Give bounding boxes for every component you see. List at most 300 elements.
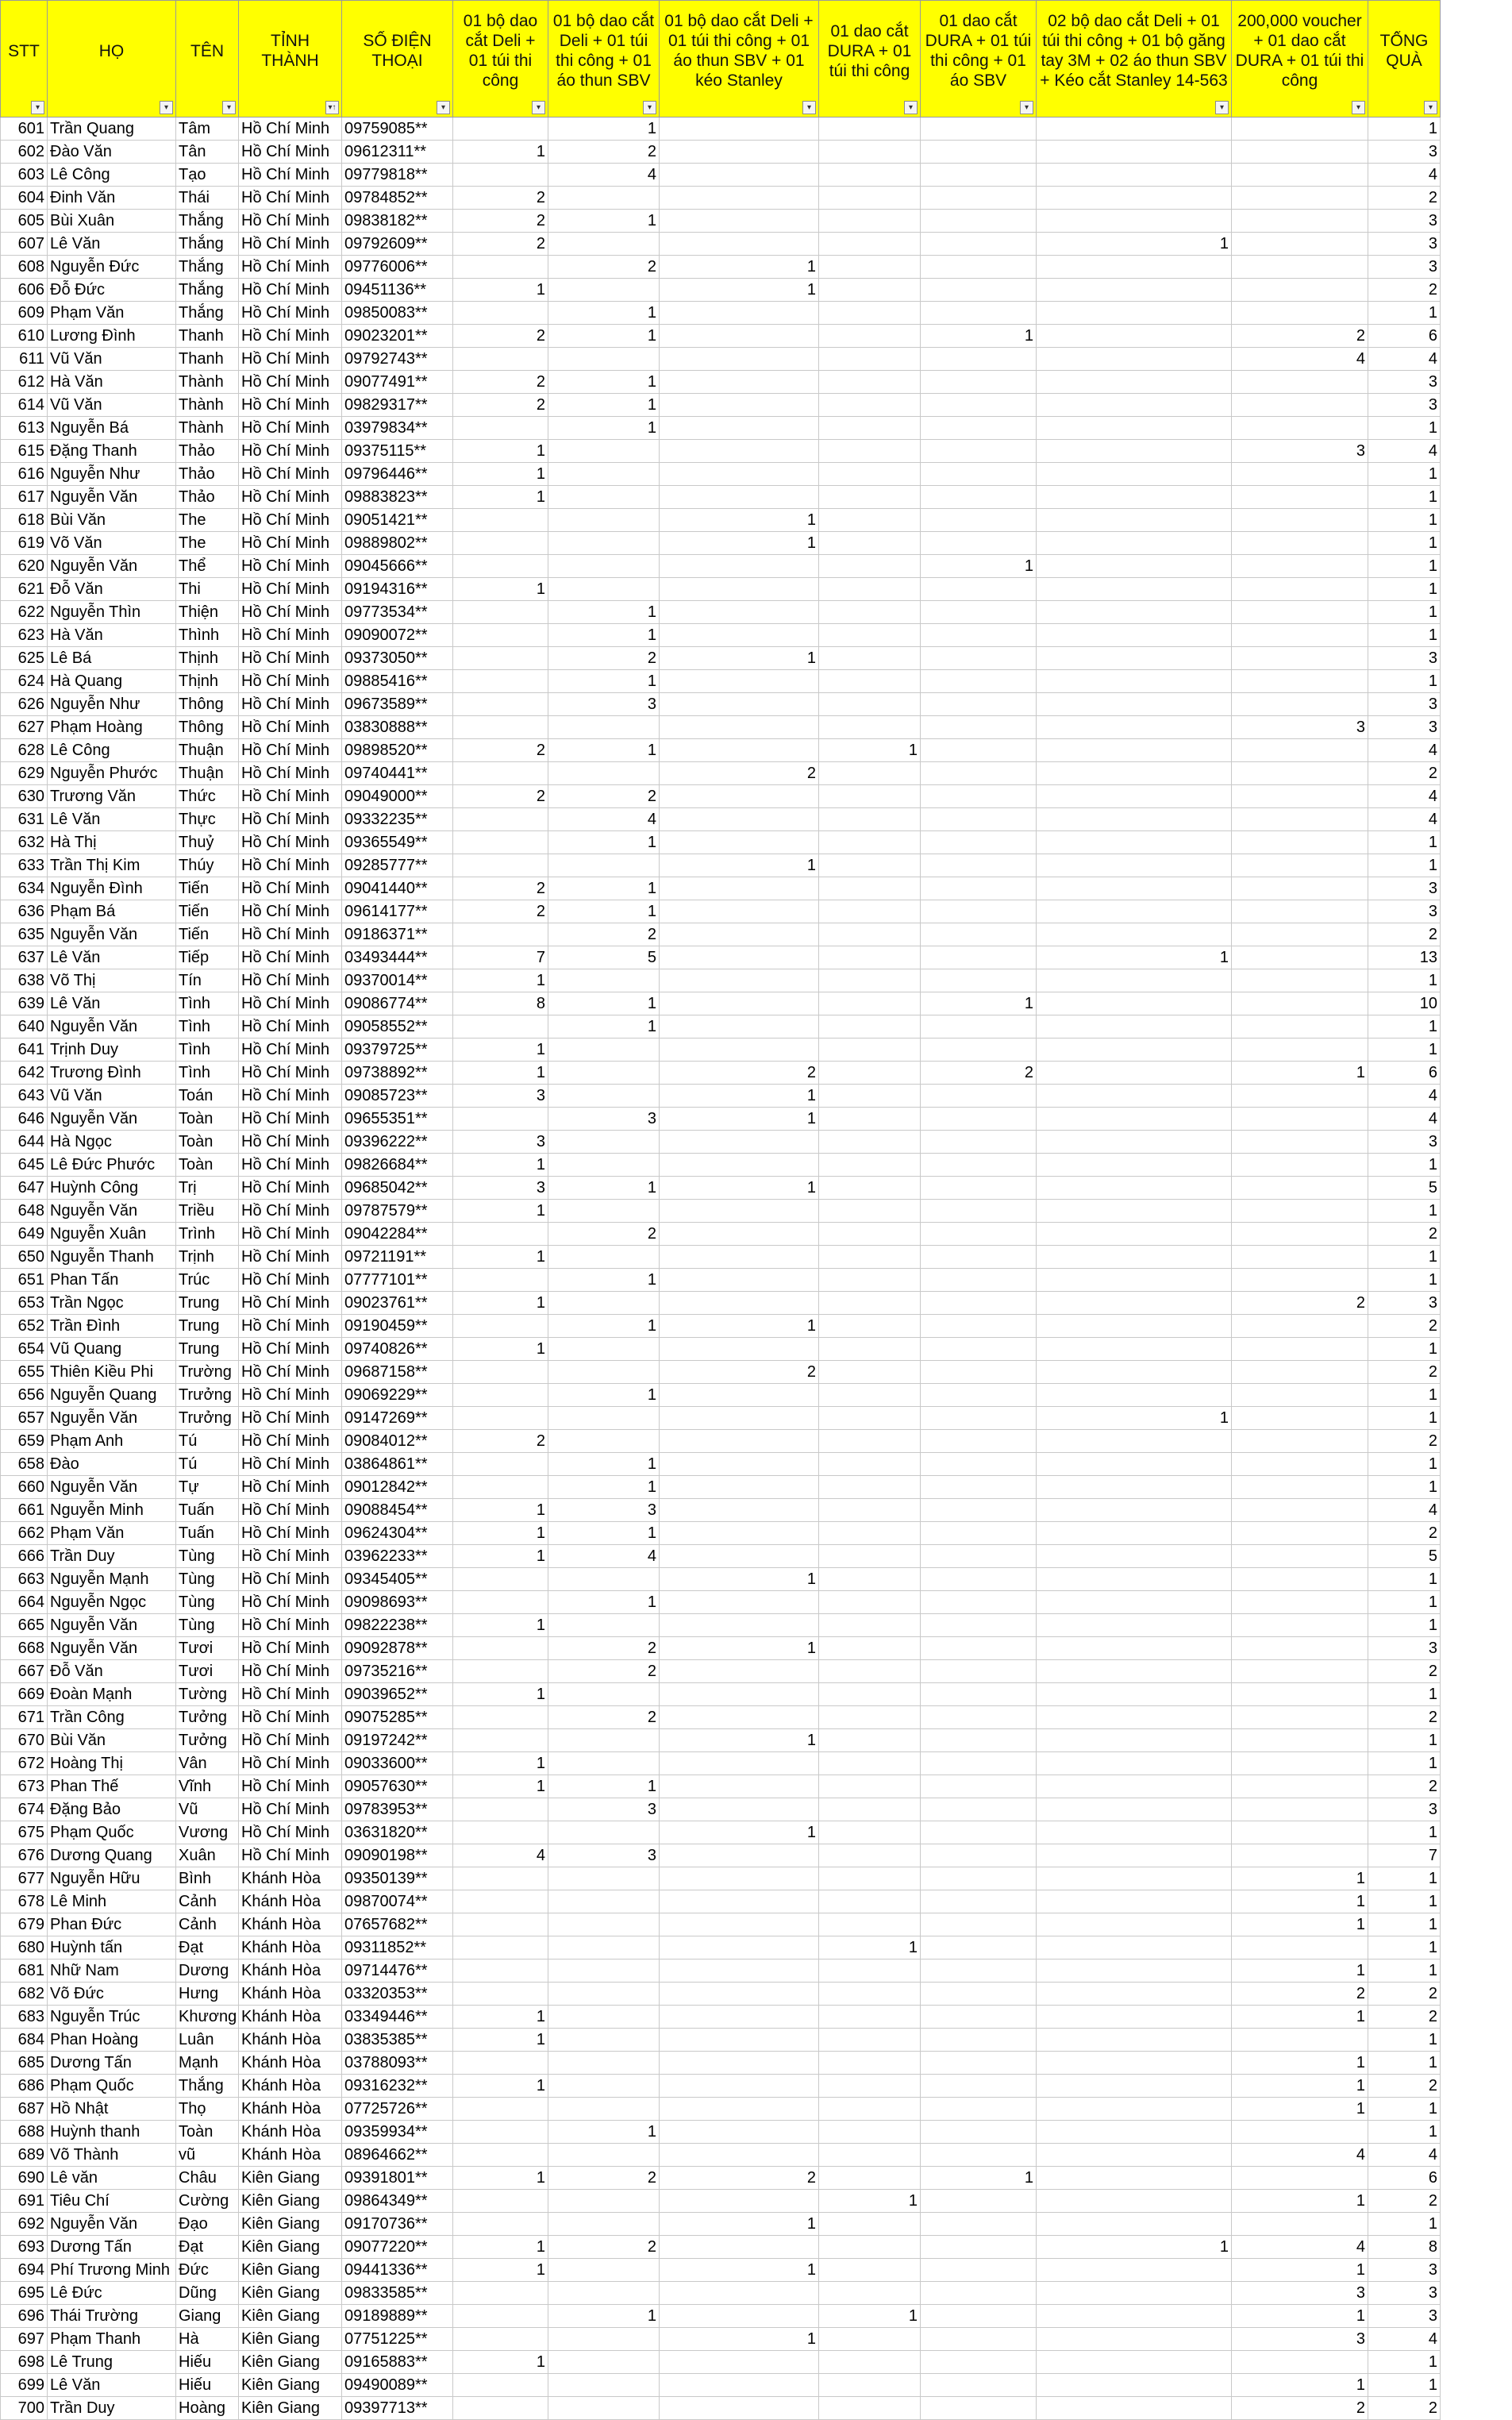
cell-so-dien-thoai[interactable]: 09792609** <box>342 233 453 256</box>
cell-ten[interactable]: Tâm <box>176 118 239 141</box>
cell-ho[interactable]: Huỳnh thanh <box>48 2121 176 2144</box>
cell-gift-2[interactable]: 4 <box>548 164 660 187</box>
cell-gift-3[interactable]: 1 <box>660 279 819 302</box>
cell-gift-1[interactable]: 1 <box>453 141 548 164</box>
cell-tong-qua[interactable]: 3 <box>1368 256 1441 279</box>
filter-dropdown-icon[interactable]: ▾ <box>222 101 236 114</box>
cell-stt[interactable]: 679 <box>1 1913 48 1936</box>
cell-gift-4[interactable] <box>819 1407 921 1430</box>
cell-stt[interactable]: 699 <box>1 2374 48 2397</box>
cell-gift-6[interactable] <box>1037 923 1232 946</box>
cell-gift-3[interactable]: 1 <box>660 532 819 555</box>
cell-gift-4[interactable] <box>819 1292 921 1315</box>
cell-gift-1[interactable] <box>453 670 548 693</box>
cell-tinh-thanh[interactable]: Hồ Chí Minh <box>239 1798 342 1821</box>
cell-gift-7[interactable] <box>1232 831 1368 854</box>
cell-gift-5[interactable] <box>921 118 1037 141</box>
cell-gift-3[interactable] <box>660 1960 819 1983</box>
cell-gift-2[interactable] <box>548 1960 660 1983</box>
cell-gift-4[interactable] <box>819 578 921 601</box>
cell-tinh-thanh[interactable]: Khánh Hòa <box>239 1913 342 1936</box>
filter-dropdown-icon[interactable]: ▾ <box>532 101 545 114</box>
cell-stt[interactable]: 664 <box>1 1591 48 1614</box>
cell-stt[interactable]: 617 <box>1 486 48 509</box>
cell-ho[interactable]: Trần Đình <box>48 1315 176 1338</box>
cell-gift-1[interactable]: 1 <box>453 1499 548 1522</box>
cell-gift-5[interactable] <box>921 1384 1037 1407</box>
cell-stt[interactable]: 623 <box>1 624 48 647</box>
cell-gift-3[interactable] <box>660 808 819 831</box>
cell-tinh-thanh[interactable]: Hồ Chí Minh <box>239 509 342 532</box>
cell-gift-1[interactable]: 1 <box>453 969 548 992</box>
cell-gift-7[interactable]: 2 <box>1232 2397 1368 2420</box>
cell-ten[interactable]: vũ <box>176 2144 239 2167</box>
cell-gift-7[interactable] <box>1232 1246 1368 1269</box>
cell-gift-7[interactable] <box>1232 1729 1368 1752</box>
cell-ho[interactable]: Nguyễn Hữu <box>48 1867 176 1890</box>
cell-stt[interactable]: 689 <box>1 2144 48 2167</box>
cell-gift-1[interactable]: 1 <box>453 1775 548 1798</box>
cell-gift-4[interactable] <box>819 2374 921 2397</box>
cell-gift-5[interactable] <box>921 2282 1037 2305</box>
cell-gift-1[interactable]: 1 <box>453 486 548 509</box>
cell-gift-7[interactable]: 3 <box>1232 2328 1368 2351</box>
cell-so-dien-thoai[interactable]: 09397713** <box>342 2397 453 2420</box>
cell-gift-1[interactable] <box>453 1015 548 1039</box>
cell-so-dien-thoai[interactable]: 09365549** <box>342 831 453 854</box>
cell-gift-3[interactable] <box>660 578 819 601</box>
cell-gift-5[interactable] <box>921 624 1037 647</box>
cell-gift-3[interactable] <box>660 417 819 440</box>
cell-gift-4[interactable] <box>819 2006 921 2029</box>
cell-tinh-thanh[interactable]: Hồ Chí Minh <box>239 854 342 877</box>
cell-gift-4[interactable] <box>819 1522 921 1545</box>
cell-tinh-thanh[interactable]: Hồ Chí Minh <box>239 831 342 854</box>
cell-stt[interactable]: 656 <box>1 1384 48 1407</box>
cell-stt[interactable]: 697 <box>1 2328 48 2351</box>
cell-gift-3[interactable]: 1 <box>660 1637 819 1660</box>
cell-gift-6[interactable] <box>1037 2397 1232 2420</box>
cell-gift-4[interactable] <box>819 1476 921 1499</box>
cell-gift-3[interactable] <box>660 831 819 854</box>
cell-gift-6[interactable] <box>1037 2006 1232 2029</box>
cell-so-dien-thoai[interactable]: 09822238** <box>342 1614 453 1637</box>
cell-stt[interactable]: 624 <box>1 670 48 693</box>
cell-gift-7[interactable]: 1 <box>1232 1890 1368 1913</box>
cell-tinh-thanh[interactable]: Khánh Hòa <box>239 2029 342 2052</box>
cell-gift-5[interactable] <box>921 923 1037 946</box>
cell-gift-3[interactable]: 1 <box>660 2259 819 2282</box>
cell-gift-5[interactable] <box>921 1223 1037 1246</box>
cell-gift-4[interactable] <box>819 256 921 279</box>
cell-tong-qua[interactable]: 1 <box>1368 1913 1441 1936</box>
cell-stt[interactable]: 606 <box>1 279 48 302</box>
cell-ho[interactable]: Hà Quang <box>48 670 176 693</box>
cell-ho[interactable]: Nguyễn Văn <box>48 486 176 509</box>
cell-tinh-thanh[interactable]: Khánh Hòa <box>239 2075 342 2098</box>
cell-tong-qua[interactable]: 3 <box>1368 900 1441 923</box>
filter-dropdown-icon[interactable]: ▾ <box>643 101 656 114</box>
cell-ten[interactable]: Thành <box>176 371 239 394</box>
cell-gift-6[interactable] <box>1037 992 1232 1015</box>
cell-tinh-thanh[interactable]: Kiên Giang <box>239 2213 342 2236</box>
cell-ho[interactable]: Lê Văn <box>48 946 176 969</box>
cell-ten[interactable]: Trung <box>176 1292 239 1315</box>
cell-so-dien-thoai[interactable]: 09673589** <box>342 693 453 716</box>
cell-so-dien-thoai[interactable]: 09332235** <box>342 808 453 831</box>
cell-ten[interactable]: Thông <box>176 716 239 739</box>
cell-gift-1[interactable]: 2 <box>453 210 548 233</box>
cell-gift-7[interactable] <box>1232 2213 1368 2236</box>
cell-gift-6[interactable] <box>1037 601 1232 624</box>
cell-ho[interactable]: Lê Văn <box>48 233 176 256</box>
cell-gift-4[interactable] <box>819 1591 921 1614</box>
cell-tong-qua[interactable]: 3 <box>1368 716 1441 739</box>
cell-gift-5[interactable] <box>921 831 1037 854</box>
cell-gift-3[interactable] <box>660 1660 819 1683</box>
cell-stt[interactable]: 655 <box>1 1361 48 1384</box>
cell-tinh-thanh[interactable]: Hồ Chí Minh <box>239 1545 342 1568</box>
cell-gift-2[interactable]: 2 <box>548 141 660 164</box>
cell-ten[interactable]: Tươi <box>176 1637 239 1660</box>
cell-gift-1[interactable]: 8 <box>453 992 548 1015</box>
cell-ho[interactable]: Hà Văn <box>48 624 176 647</box>
cell-gift-6[interactable] <box>1037 716 1232 739</box>
cell-gift-6[interactable] <box>1037 371 1232 394</box>
cell-tinh-thanh[interactable]: Hồ Chí Minh <box>239 1246 342 1269</box>
cell-gift-4[interactable] <box>819 2121 921 2144</box>
cell-stt[interactable]: 669 <box>1 1683 48 1706</box>
cell-gift-5[interactable] <box>921 348 1037 371</box>
cell-gift-1[interactable] <box>453 2328 548 2351</box>
cell-tinh-thanh[interactable]: Hồ Chí Minh <box>239 1361 342 1384</box>
cell-ho[interactable]: Đặng Bảo <box>48 1798 176 1821</box>
cell-gift-6[interactable] <box>1037 1361 1232 1384</box>
cell-tinh-thanh[interactable]: Hồ Chí Minh <box>239 1015 342 1039</box>
cell-tong-qua[interactable]: 1 <box>1368 1407 1441 1430</box>
cell-gift-4[interactable] <box>819 1844 921 1867</box>
cell-gift-1[interactable] <box>453 1315 548 1338</box>
cell-tinh-thanh[interactable]: Hồ Chí Minh <box>239 1844 342 1867</box>
cell-so-dien-thoai[interactable]: 09375115** <box>342 440 453 463</box>
cell-tong-qua[interactable]: 4 <box>1368 2328 1441 2351</box>
cell-gift-1[interactable]: 2 <box>453 1430 548 1453</box>
cell-tinh-thanh[interactable]: Hồ Chí Minh <box>239 1591 342 1614</box>
cell-gift-6[interactable] <box>1037 1039 1232 1062</box>
cell-tinh-thanh[interactable]: Hồ Chí Minh <box>239 118 342 141</box>
cell-gift-2[interactable]: 2 <box>548 256 660 279</box>
cell-gift-7[interactable] <box>1232 785 1368 808</box>
cell-gift-2[interactable] <box>548 1246 660 1269</box>
cell-gift-7[interactable] <box>1232 1269 1368 1292</box>
cell-gift-3[interactable]: 1 <box>660 2213 819 2236</box>
cell-gift-4[interactable]: 1 <box>819 1936 921 1960</box>
cell-gift-4[interactable] <box>819 2075 921 2098</box>
cell-tong-qua[interactable]: 1 <box>1368 1729 1441 1752</box>
cell-tinh-thanh[interactable]: Khánh Hòa <box>239 1960 342 1983</box>
cell-gift-3[interactable] <box>660 992 819 1015</box>
cell-ho[interactable]: Nguyễn Văn <box>48 1407 176 1430</box>
cell-gift-1[interactable] <box>453 118 548 141</box>
filter-sort-icon[interactable]: ▾↑ <box>325 101 339 114</box>
cell-gift-6[interactable] <box>1037 2328 1232 2351</box>
cell-gift-4[interactable] <box>819 2328 921 2351</box>
cell-gift-1[interactable] <box>453 1890 548 1913</box>
cell-so-dien-thoai[interactable]: 03493444** <box>342 946 453 969</box>
cell-ten[interactable]: Vĩnh <box>176 1775 239 1798</box>
cell-gift-1[interactable]: 1 <box>453 1752 548 1775</box>
cell-gift-3[interactable] <box>660 2236 819 2259</box>
cell-tong-qua[interactable]: 2 <box>1368 923 1441 946</box>
cell-so-dien-thoai[interactable]: 03830888** <box>342 716 453 739</box>
cell-gift-6[interactable] <box>1037 1131 1232 1154</box>
cell-so-dien-thoai[interactable]: 09655351** <box>342 1108 453 1131</box>
cell-tinh-thanh[interactable]: Khánh Hòa <box>239 1983 342 2006</box>
cell-so-dien-thoai[interactable]: 09779818** <box>342 164 453 187</box>
cell-tinh-thanh[interactable]: Hồ Chí Minh <box>239 1614 342 1637</box>
cell-gift-3[interactable]: 1 <box>660 1108 819 1131</box>
cell-gift-4[interactable] <box>819 509 921 532</box>
cell-stt[interactable]: 645 <box>1 1154 48 1177</box>
cell-tong-qua[interactable]: 1 <box>1368 1591 1441 1614</box>
cell-ho[interactable]: Huỳnh tấn <box>48 1936 176 1960</box>
cell-gift-5[interactable] <box>921 2029 1037 2052</box>
cell-gift-6[interactable] <box>1037 2351 1232 2374</box>
cell-gift-6[interactable] <box>1037 2029 1232 2052</box>
cell-ho[interactable]: Vũ Văn <box>48 348 176 371</box>
cell-ho[interactable]: Lê Văn <box>48 2374 176 2397</box>
cell-gift-1[interactable]: 1 <box>453 1338 548 1361</box>
cell-gift-2[interactable]: 1 <box>548 2121 660 2144</box>
cell-gift-2[interactable] <box>548 2006 660 2029</box>
cell-gift-1[interactable] <box>453 1269 548 1292</box>
cell-stt[interactable]: 608 <box>1 256 48 279</box>
cell-gift-2[interactable]: 1 <box>548 210 660 233</box>
cell-so-dien-thoai[interactable]: 09687158** <box>342 1361 453 1384</box>
cell-ho[interactable]: Phạm Quốc <box>48 2075 176 2098</box>
cell-gift-7[interactable]: 1 <box>1232 1062 1368 1085</box>
cell-gift-2[interactable]: 1 <box>548 1384 660 1407</box>
cell-gift-7[interactable] <box>1232 1338 1368 1361</box>
cell-tong-qua[interactable]: 1 <box>1368 831 1441 854</box>
cell-gift-7[interactable]: 2 <box>1232 325 1368 348</box>
cell-stt[interactable]: 658 <box>1 1453 48 1476</box>
cell-gift-3[interactable] <box>660 1246 819 1269</box>
cell-gift-6[interactable] <box>1037 1752 1232 1775</box>
cell-stt[interactable]: 688 <box>1 2121 48 2144</box>
cell-stt[interactable]: 633 <box>1 854 48 877</box>
cell-gift-3[interactable] <box>660 118 819 141</box>
cell-tinh-thanh[interactable]: Hồ Chí Minh <box>239 486 342 509</box>
cell-gift-3[interactable] <box>660 440 819 463</box>
cell-gift-3[interactable] <box>660 1292 819 1315</box>
cell-gift-1[interactable]: 1 <box>453 2259 548 2282</box>
cell-ten[interactable]: Thiện <box>176 601 239 624</box>
cell-tinh-thanh[interactable]: Hồ Chí Minh <box>239 371 342 394</box>
cell-stt[interactable]: 668 <box>1 1637 48 1660</box>
cell-tinh-thanh[interactable]: Kiên Giang <box>239 2328 342 2351</box>
cell-gift-7[interactable] <box>1232 210 1368 233</box>
cell-gift-5[interactable] <box>921 1706 1037 1729</box>
cell-gift-1[interactable] <box>453 2213 548 2236</box>
cell-gift-3[interactable] <box>660 463 819 486</box>
cell-gift-3[interactable] <box>660 210 819 233</box>
cell-ho[interactable]: Phạm Bá <box>48 900 176 923</box>
cell-gift-5[interactable] <box>921 210 1037 233</box>
cell-so-dien-thoai[interactable]: 09738892** <box>342 1062 453 1085</box>
cell-tong-qua[interactable]: 1 <box>1368 2121 1441 2144</box>
cell-gift-2[interactable] <box>548 555 660 578</box>
cell-tong-qua[interactable]: 3 <box>1368 693 1441 716</box>
cell-gift-7[interactable] <box>1232 1476 1368 1499</box>
cell-ho[interactable]: Nguyễn Minh <box>48 1499 176 1522</box>
cell-gift-5[interactable] <box>921 808 1037 831</box>
cell-so-dien-thoai[interactable]: 09098693** <box>342 1591 453 1614</box>
cell-tong-qua[interactable]: 1 <box>1368 509 1441 532</box>
cell-gift-1[interactable]: 1 <box>453 1039 548 1062</box>
cell-tong-qua[interactable]: 3 <box>1368 1798 1441 1821</box>
cell-gift-7[interactable] <box>1232 992 1368 1015</box>
cell-gift-2[interactable]: 1 <box>548 1522 660 1545</box>
cell-gift-6[interactable] <box>1037 2167 1232 2190</box>
cell-tong-qua[interactable]: 1 <box>1368 555 1441 578</box>
cell-gift-4[interactable] <box>819 2236 921 2259</box>
cell-gift-6[interactable] <box>1037 1568 1232 1591</box>
filter-dropdown-icon[interactable]: ▾ <box>31 101 44 114</box>
cell-ten[interactable]: Tạo <box>176 164 239 187</box>
cell-ho[interactable]: Nguyễn Như <box>48 693 176 716</box>
cell-tong-qua[interactable]: 3 <box>1368 371 1441 394</box>
cell-gift-3[interactable]: 1 <box>660 1177 819 1200</box>
cell-so-dien-thoai[interactable]: 09086774** <box>342 992 453 1015</box>
cell-so-dien-thoai[interactable]: 09740826** <box>342 1338 453 1361</box>
cell-gift-3[interactable] <box>660 1545 819 1568</box>
cell-stt[interactable]: 677 <box>1 1867 48 1890</box>
cell-tong-qua[interactable]: 1 <box>1368 463 1441 486</box>
cell-stt[interactable]: 654 <box>1 1338 48 1361</box>
cell-tong-qua[interactable]: 2 <box>1368 2075 1441 2098</box>
cell-gift-4[interactable] <box>819 1867 921 1890</box>
cell-gift-3[interactable] <box>660 693 819 716</box>
cell-gift-5[interactable] <box>921 1499 1037 1522</box>
cell-gift-7[interactable] <box>1232 923 1368 946</box>
cell-gift-6[interactable] <box>1037 1936 1232 1960</box>
cell-tinh-thanh[interactable]: Kiên Giang <box>239 2374 342 2397</box>
cell-gift-3[interactable] <box>660 601 819 624</box>
cell-so-dien-thoai[interactable]: 09023761** <box>342 1292 453 1315</box>
cell-gift-5[interactable] <box>921 1292 1037 1315</box>
cell-gift-7[interactable]: 2 <box>1232 1983 1368 2006</box>
cell-gift-5[interactable] <box>921 2213 1037 2236</box>
cell-tong-qua[interactable]: 2 <box>1368 762 1441 785</box>
cell-tong-qua[interactable]: 2 <box>1368 2397 1441 2420</box>
cell-gift-6[interactable] <box>1037 463 1232 486</box>
cell-gift-6[interactable] <box>1037 1913 1232 1936</box>
cell-tong-qua[interactable]: 2 <box>1368 1361 1441 1384</box>
cell-gift-7[interactable] <box>1232 1614 1368 1637</box>
cell-stt[interactable]: 651 <box>1 1269 48 1292</box>
cell-gift-1[interactable] <box>453 601 548 624</box>
cell-tong-qua[interactable]: 2 <box>1368 187 1441 210</box>
cell-gift-2[interactable]: 1 <box>548 118 660 141</box>
cell-tinh-thanh[interactable]: Khánh Hòa <box>239 2098 342 2121</box>
cell-so-dien-thoai[interactable]: 09194316** <box>342 578 453 601</box>
cell-gift-6[interactable] <box>1037 509 1232 532</box>
cell-gift-2[interactable]: 1 <box>548 1269 660 1292</box>
cell-gift-2[interactable] <box>548 716 660 739</box>
cell-ten[interactable]: Thảo <box>176 463 239 486</box>
cell-gift-5[interactable] <box>921 2052 1037 2075</box>
cell-tong-qua[interactable]: 1 <box>1368 2374 1441 2397</box>
cell-gift-2[interactable] <box>548 1936 660 1960</box>
cell-gift-5[interactable] <box>921 1453 1037 1476</box>
cell-gift-6[interactable]: 1 <box>1037 2236 1232 2259</box>
cell-gift-2[interactable]: 2 <box>548 1637 660 1660</box>
cell-so-dien-thoai[interactable]: 08964662** <box>342 2144 453 2167</box>
cell-tinh-thanh[interactable]: Hồ Chí Minh <box>239 1039 342 1062</box>
cell-stt[interactable]: 646 <box>1 1108 48 1131</box>
cell-tong-qua[interactable]: 2 <box>1368 279 1441 302</box>
cell-tinh-thanh[interactable]: Hồ Chí Minh <box>239 969 342 992</box>
cell-so-dien-thoai[interactable]: 09165883** <box>342 2351 453 2374</box>
cell-gift-5[interactable] <box>921 946 1037 969</box>
cell-so-dien-thoai[interactable]: 09714476** <box>342 1960 453 1983</box>
cell-so-dien-thoai[interactable]: 09075285** <box>342 1706 453 1729</box>
cell-gift-1[interactable]: 1 <box>453 2029 548 2052</box>
cell-gift-3[interactable] <box>660 1798 819 1821</box>
cell-gift-2[interactable] <box>548 969 660 992</box>
cell-gift-7[interactable] <box>1232 1568 1368 1591</box>
cell-so-dien-thoai[interactable]: 03631820** <box>342 1821 453 1844</box>
cell-ten[interactable]: Tiến <box>176 877 239 900</box>
cell-tong-qua[interactable]: 1 <box>1368 1200 1441 1223</box>
cell-ten[interactable]: Tình <box>176 1015 239 1039</box>
cell-gift-4[interactable] <box>819 325 921 348</box>
cell-gift-3[interactable] <box>660 394 819 417</box>
filter-dropdown-icon[interactable]: ▾ <box>1020 101 1033 114</box>
cell-tong-qua[interactable]: 1 <box>1368 854 1441 877</box>
cell-ten[interactable]: Triều <box>176 1200 239 1223</box>
cell-ho[interactable]: Đào <box>48 1453 176 1476</box>
cell-stt[interactable]: 610 <box>1 325 48 348</box>
cell-tong-qua[interactable]: 1 <box>1368 1614 1441 1637</box>
cell-stt[interactable]: 602 <box>1 141 48 164</box>
cell-gift-7[interactable] <box>1232 1384 1368 1407</box>
cell-tong-qua[interactable]: 4 <box>1368 1499 1441 1522</box>
cell-stt[interactable]: 681 <box>1 1960 48 1983</box>
cell-gift-7[interactable] <box>1232 1085 1368 1108</box>
cell-gift-4[interactable] <box>819 2213 921 2236</box>
cell-gift-7[interactable]: 1 <box>1232 2052 1368 2075</box>
cell-gift-3[interactable] <box>660 1039 819 1062</box>
cell-gift-4[interactable] <box>819 1200 921 1223</box>
cell-gift-4[interactable] <box>819 1545 921 1568</box>
cell-gift-1[interactable] <box>453 1660 548 1683</box>
cell-tinh-thanh[interactable]: Hồ Chí Minh <box>239 1223 342 1246</box>
cell-gift-6[interactable] <box>1037 1269 1232 1292</box>
cell-ten[interactable]: Tú <box>176 1430 239 1453</box>
cell-gift-3[interactable] <box>660 624 819 647</box>
cell-gift-4[interactable] <box>819 693 921 716</box>
cell-tinh-thanh[interactable]: Hồ Chí Minh <box>239 1085 342 1108</box>
cell-gift-1[interactable]: 1 <box>453 1154 548 1177</box>
cell-ho[interactable]: Lê Văn <box>48 992 176 1015</box>
cell-so-dien-thoai[interactable]: 03979834** <box>342 417 453 440</box>
cell-stt[interactable]: 626 <box>1 693 48 716</box>
cell-ho[interactable]: Hà Ngọc <box>48 1131 176 1154</box>
cell-gift-1[interactable] <box>453 348 548 371</box>
cell-gift-7[interactable] <box>1232 1453 1368 1476</box>
